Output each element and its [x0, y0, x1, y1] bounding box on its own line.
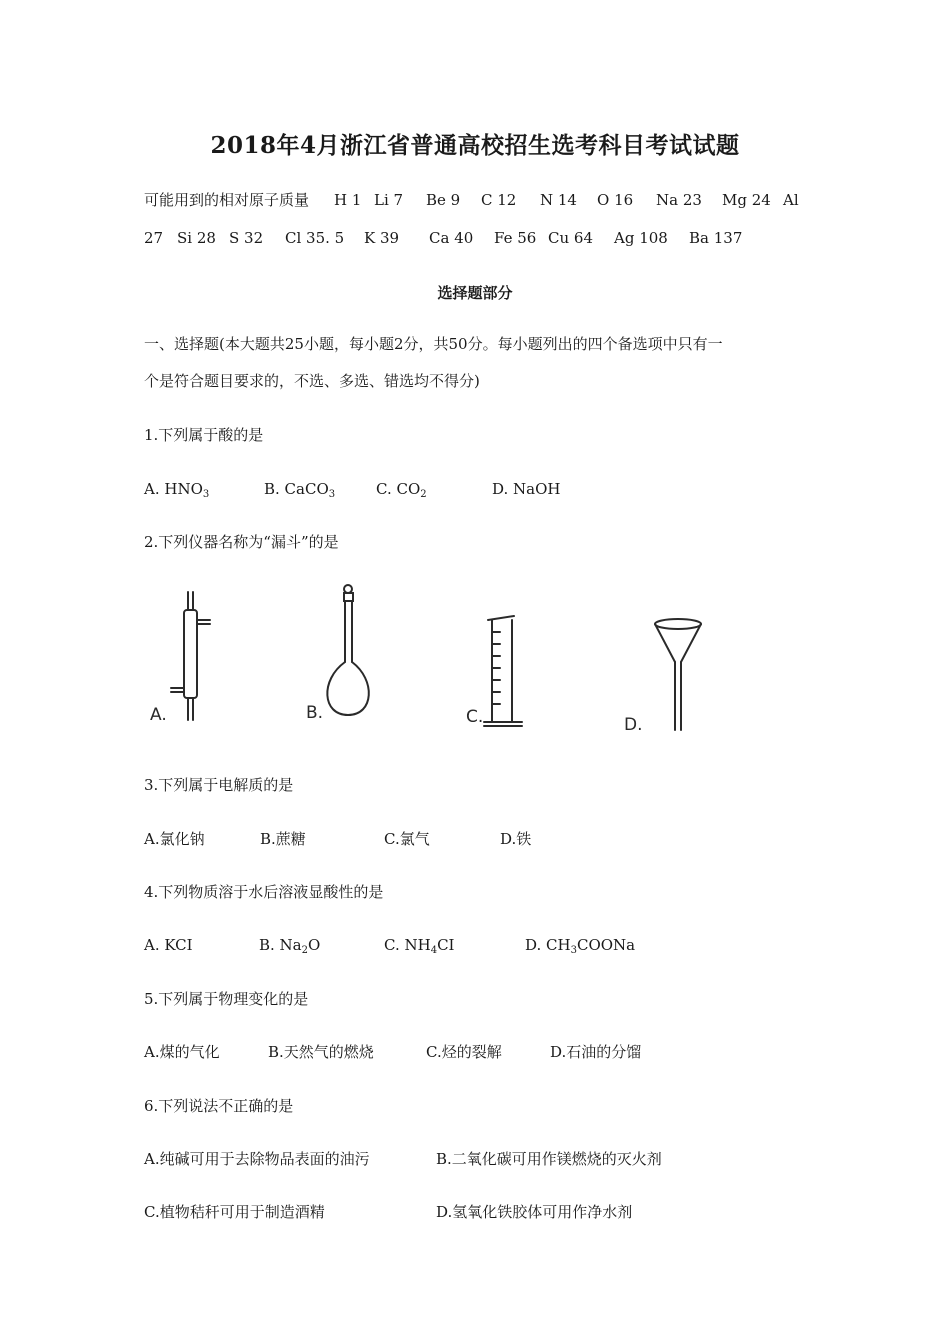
atomic-mass-k: K 39: [364, 229, 400, 247]
atomic-mass-li: Li 7: [374, 191, 404, 209]
atomic-mass-c: C 12: [481, 191, 517, 209]
funnel-icon: [655, 619, 701, 730]
atomic-mass-mg: Mg 24: [722, 191, 771, 209]
section-title: 选择题部分: [437, 284, 513, 302]
q3-stem: 3.下列属于电解质的是: [144, 776, 294, 794]
q2-stem: 2.下列仪器名称为“漏斗”的是: [144, 533, 339, 551]
q5-option-d: D.石油的分馏: [550, 1043, 642, 1061]
q3-option-d: D.铁: [500, 830, 532, 848]
atomic-mass-cu: Cu 64: [548, 229, 593, 247]
instructions-line-1: 一、选择题(本大题共25小题，每小题2分，共50分。每小题列出的四个备选项中只有一: [144, 335, 723, 353]
q6-option-b: B.二氧化碳可用作镁燃烧的灭火剂: [436, 1150, 662, 1168]
atomic-mass-h: H 1: [334, 191, 362, 209]
atomic-mass-ba: Ba 137: [689, 229, 743, 247]
q6-stem: 6.下列说法不正确的是: [144, 1097, 294, 1115]
q4-option-c: C. $NH_4CI$: [384, 936, 455, 956]
q5-option-a: A.煤的气化: [144, 1043, 220, 1061]
atomic-mass-row-1: [144, 190, 309, 210]
atomic-mass-s: S 32: [229, 229, 264, 247]
q4-option-a: A. KCI: [144, 936, 193, 954]
condenser-icon: [171, 592, 210, 720]
q4-option-b: B. $Na_2O$: [259, 936, 321, 956]
q4-option-d: D. $CH_3COONa$: [525, 936, 636, 956]
q2-apparatus-figure: [140, 580, 840, 740]
atomic-mass-na: Na 23: [656, 191, 702, 209]
atomic-mass-cl: Cl 35. 5: [285, 229, 345, 247]
page-title: 2018年4月浙江省普通高校招生选考科目考试试题: [210, 132, 740, 159]
q1-option-b: B. CaCO$_3$: [264, 480, 336, 500]
atomic-mass-ca: Ca 40: [429, 229, 474, 247]
q2-label-d: D.: [624, 715, 643, 735]
atomic-mass-al-value: 27: [144, 229, 164, 247]
q6-option-c: C.植物秸秆可用于制造酒精: [144, 1203, 325, 1221]
q2-label-a: A.: [150, 705, 167, 725]
q5-option-c: C.烃的裂解: [426, 1043, 502, 1061]
q5-stem: 5.下列属于物理变化的是: [144, 990, 309, 1008]
q1-option-c: C. $CO_2$: [376, 480, 427, 500]
q4-stem: 4.下列物质溶于水后溶液显酸性的是: [144, 883, 384, 901]
volumetric-flask-icon: [327, 585, 368, 715]
q6-option-a: A.纯碱可用于去除物品表面的油污: [144, 1150, 370, 1168]
graduated-cylinder-icon: [484, 616, 522, 726]
atomic-mass-si: Si 28: [177, 229, 216, 247]
q1-option-a: A. $HNO_3$: [144, 480, 210, 500]
q3-option-a: A.氯化钠: [144, 830, 205, 848]
atomic-mass-ag: Ag 108: [614, 229, 668, 247]
q3-option-b: B.蔗糖: [260, 830, 306, 848]
atomic-mass-fe: Fe 56: [494, 229, 537, 247]
q1-stem: 1.下列属于酸的是: [144, 426, 264, 444]
q6-option-d: D.氢氧化铁胶体可用作净水剂: [436, 1203, 633, 1221]
q1-option-d: D. NaOH: [492, 480, 561, 498]
atomic-mass-be: Be 9: [426, 191, 461, 209]
atomic-mass-n: N 14: [540, 191, 577, 209]
q3-option-c: C.氯气: [384, 830, 430, 848]
atomic-mass-intro: 可能用到的相对原子质量: [144, 191, 310, 209]
instructions-line-2: 个是符合题目要求的，不选、多选、错选均不得分): [144, 372, 480, 390]
q5-option-b: B.天然气的燃烧: [268, 1043, 374, 1061]
atomic-mass-o: O 16: [597, 191, 634, 209]
q2-label-b: B.: [306, 703, 324, 723]
q2-label-c: C.: [466, 707, 484, 727]
atomic-mass-al: Al: [783, 191, 799, 209]
